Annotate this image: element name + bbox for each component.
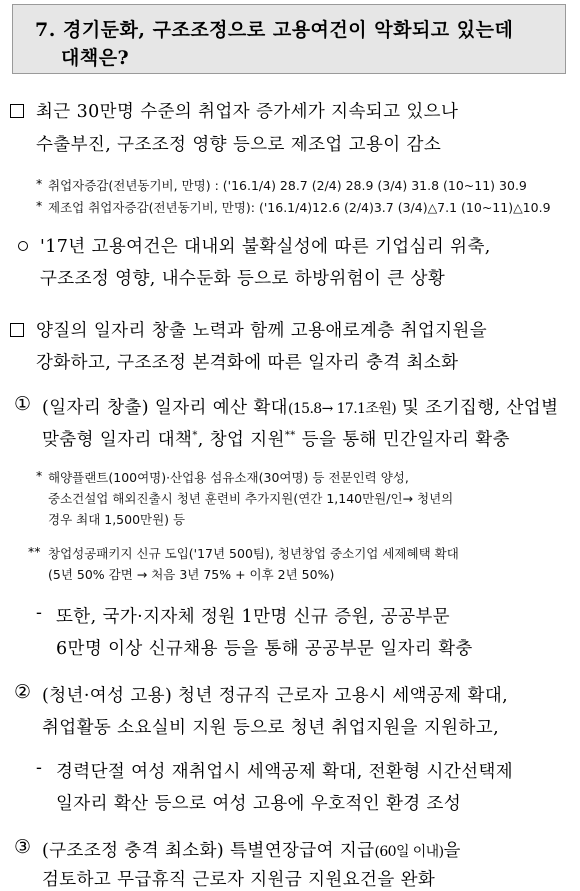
footnote-mark: * bbox=[36, 198, 43, 213]
item1-line-2: 맞춤형 일자리 대책*, 창업 지원** 등을 통해 민간일자리 확충 bbox=[42, 430, 510, 450]
footnote-mark: ** bbox=[28, 544, 41, 559]
section3-line-2: 강화하고, 구조조정 본격화에 따른 일자리 충격 최소화 bbox=[36, 353, 459, 373]
item2-sub-line-1: 경력단절 여성 재취업시 세액공제 확대, 전환형 시간선택제 bbox=[56, 762, 514, 782]
item2-line-2: 취업활동 소요실비 지원 등으로 청년 취업지원을 지원하고, bbox=[42, 718, 500, 738]
checkbox-bullet-icon bbox=[10, 323, 24, 337]
section2-line-1: '17년 고용여건은 대내외 불확실성에 따른 기업심리 위축, bbox=[40, 237, 491, 257]
footnote-mark: * bbox=[36, 176, 43, 191]
item1-line-1: (일자리 창출) 일자리 예산 확대(15.8→ 17.1조원) 및 조기집행, 산업별 bbox=[42, 398, 559, 418]
item2-line-1: (청년·여성 고용) 청년 정규직 근로자 고용시 세액공제 확대, bbox=[42, 686, 509, 706]
item1-sub-line-2: 6만명 이상 신규채용 등을 통해 공공부문 일자리 확충 bbox=[56, 639, 473, 659]
item2-sub-line-2: 일자리 확산 등으로 여성 고용에 우호적인 환경 조성 bbox=[56, 794, 462, 814]
employment-change-note: 취업자증감(전년동기비, 만명) : ('16.1/4) 28.7 (2/4) 28.9 (3/4) 31.8 (10~11) 30.9 bbox=[48, 178, 527, 193]
manufacturing-employment-note: 제조업 취업자증감(전년동기비, 만명): ('16.1/4)12.6 (2/4)3.7 (3/4)△7.1 (10~11)△10.9 bbox=[48, 200, 551, 215]
section1-line-1: 최근 30만명 수준의 취업자 증가세가 지속되고 있으나 bbox=[36, 102, 459, 122]
item1-sub-line-1: 또한, 국가·지자체 정원 1만명 신규 증원, 공공부문 bbox=[56, 607, 450, 627]
circled-number-3-icon: ③ bbox=[14, 836, 32, 858]
checkbox-bullet-icon bbox=[10, 104, 24, 118]
item1-note2-line-2: (5년 50% 감면 → 처음 3년 75% + 이후 2년 50%) bbox=[48, 567, 335, 582]
item1-note1-line-2: 중소건설업 해외진출시 청년 훈련비 추가지원(연간 1,140만원/인→ 청년의 bbox=[48, 491, 454, 506]
section3-line-1: 양질의 일자리 창출 노력과 함께 고용애로계층 취업지원을 bbox=[36, 321, 488, 341]
section1-line-2: 수출부진, 구조조정 영향 등으로 제조업 고용이 감소 bbox=[36, 135, 442, 155]
circle-bullet-icon bbox=[18, 241, 28, 251]
question-title-box bbox=[12, 4, 566, 74]
footnote-mark: * bbox=[36, 468, 43, 483]
dash-bullet: - bbox=[36, 603, 42, 623]
item3-line-1: (구조조정 충격 최소화) 특별연장급여 지급(60일 이내)을 bbox=[42, 841, 461, 861]
question-title-line-1: 7. 경기둔화, 구조조정으로 고용여건이 악화되고 있는데 bbox=[35, 19, 514, 41]
item3-line-2: 검토하고 무급휴직 근로자 지원금 지원요건을 완화 bbox=[42, 870, 436, 890]
section2-line-2: 구조조정 영향, 내수둔화 등으로 하방위험이 큰 상황 bbox=[40, 269, 446, 289]
item1-note1-line-3: 경우 최대 1,500만원) 등 bbox=[48, 512, 186, 527]
item1-note1-line-1: 해양플랜트(100여명)·산업용 섬유소재(30여명) 등 전문인력 양성, bbox=[48, 470, 409, 485]
item1-note2-line-1: 창업성공패키지 신규 도입('17년 500팀), 청년창업 중소기업 세제혜택 확대 bbox=[48, 546, 459, 561]
question-number: 7. bbox=[35, 19, 56, 41]
question-title-line-2: 대책은? bbox=[61, 47, 130, 69]
circled-number-2-icon: ② bbox=[14, 681, 32, 703]
dash-bullet: - bbox=[36, 758, 42, 778]
circled-number-1-icon: ① bbox=[14, 393, 32, 415]
